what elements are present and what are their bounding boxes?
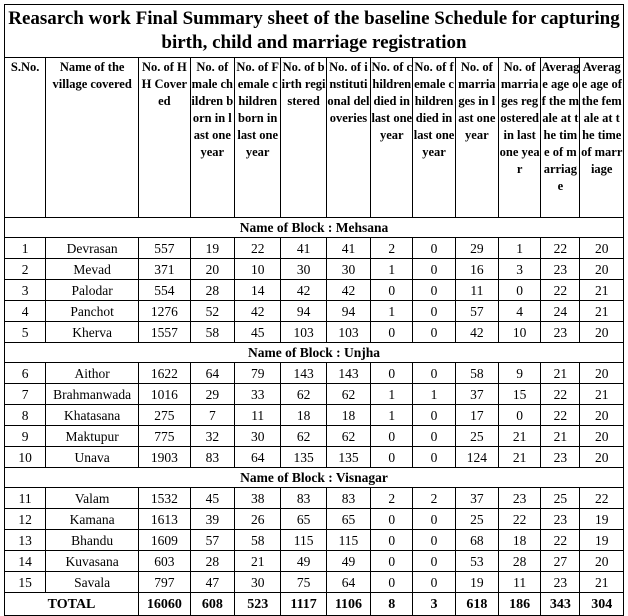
table-cell: 2 — [413, 488, 455, 509]
table-cell: 23 — [541, 322, 580, 343]
table-cell: 8 — [5, 405, 46, 426]
table-cell: 53 — [455, 551, 498, 572]
column-header: No. of institutional deloveries — [326, 58, 370, 218]
table-cell: 23 — [541, 572, 580, 593]
table-cell: 1 — [371, 384, 413, 405]
table-cell: 557 — [139, 238, 191, 259]
table-cell: 58 — [234, 530, 280, 551]
table-cell: 1622 — [139, 363, 191, 384]
table-cell: 0 — [413, 572, 455, 593]
table-cell: 57 — [190, 530, 234, 551]
table-cell: 0 — [371, 447, 413, 468]
table-cell: 0 — [371, 509, 413, 530]
table-cell: 603 — [139, 551, 191, 572]
table-cell: 11 — [5, 488, 46, 509]
total-cell: 16060 — [139, 593, 191, 616]
table-cell: Maktupur — [46, 426, 139, 447]
table-cell: 4 — [5, 301, 46, 322]
table-row — [5, 301, 624, 322]
table-cell: 42 — [455, 322, 498, 343]
table-cell: 2 — [371, 488, 413, 509]
table-cell: 15 — [5, 572, 46, 593]
table-cell: 3 — [5, 280, 46, 301]
block-label: Name of Block : Mehsana — [5, 218, 624, 238]
table-cell: 19 — [455, 572, 498, 593]
table-cell: 115 — [326, 530, 370, 551]
table-cell: 19 — [190, 238, 234, 259]
table-cell: 33 — [234, 384, 280, 405]
total-cell: 523 — [234, 593, 280, 616]
block-header-row — [5, 468, 624, 488]
table-cell: 75 — [281, 572, 326, 593]
table-cell: 11 — [455, 280, 498, 301]
table-row — [5, 405, 624, 426]
table-cell: 554 — [139, 280, 191, 301]
table-cell: 19 — [580, 530, 624, 551]
table-cell: 41 — [326, 238, 370, 259]
table-cell: 20 — [580, 238, 624, 259]
table-cell: 0 — [413, 301, 455, 322]
table-cell: 0 — [413, 447, 455, 468]
table-cell: 1016 — [139, 384, 191, 405]
header-row — [5, 58, 624, 218]
table-cell: 135 — [281, 447, 326, 468]
table-cell: 2 — [371, 238, 413, 259]
table-cell: 0 — [413, 551, 455, 572]
table-cell: 57 — [455, 301, 498, 322]
table-cell: 1613 — [139, 509, 191, 530]
table-cell: 1532 — [139, 488, 191, 509]
table-cell: 28 — [190, 551, 234, 572]
table-cell: Khatasana — [46, 405, 139, 426]
table-cell: 45 — [190, 488, 234, 509]
column-header: No. of female children died in last one year — [413, 58, 455, 218]
table-row — [5, 530, 624, 551]
column-header: No. of HH Covered — [139, 58, 191, 218]
table-cell: 22 — [541, 384, 580, 405]
summary-sheet — [4, 4, 624, 616]
block-header-row — [5, 343, 624, 363]
table-cell: 58 — [190, 322, 234, 343]
table-cell: Kamana — [46, 509, 139, 530]
table-cell: 22 — [541, 530, 580, 551]
table-cell: 65 — [281, 509, 326, 530]
table-cell: 3 — [498, 259, 540, 280]
table-cell: 39 — [190, 509, 234, 530]
table-cell: 23 — [498, 488, 540, 509]
table-cell: Savala — [46, 572, 139, 593]
table-cell: 21 — [541, 426, 580, 447]
table-cell: 1 — [5, 238, 46, 259]
total-cell: 304 — [580, 593, 624, 616]
table-cell: 0 — [413, 405, 455, 426]
column-header: No. of marriages regostered in last one year — [498, 58, 540, 218]
table-cell: 18 — [498, 530, 540, 551]
table-cell: 20 — [580, 363, 624, 384]
table-cell: 18 — [281, 405, 326, 426]
table-cell: 4 — [498, 301, 540, 322]
table-cell: 0 — [413, 530, 455, 551]
table-row — [5, 509, 624, 530]
table-cell: 9 — [498, 363, 540, 384]
table-cell: Mevad — [46, 259, 139, 280]
table-cell: 22 — [541, 405, 580, 426]
table-cell: 775 — [139, 426, 191, 447]
table-cell: 28 — [190, 280, 234, 301]
table-cell: 21 — [580, 384, 624, 405]
table-cell: 1276 — [139, 301, 191, 322]
table-cell: 0 — [371, 363, 413, 384]
column-header: No. of birth registered — [281, 58, 326, 218]
table-cell: 12 — [5, 509, 46, 530]
table-cell: 143 — [326, 363, 370, 384]
table-cell: 94 — [326, 301, 370, 322]
table-cell: 0 — [413, 363, 455, 384]
table-cell: 83 — [281, 488, 326, 509]
table-cell: 2 — [5, 259, 46, 280]
table-cell: 7 — [5, 384, 46, 405]
table-cell: 20 — [580, 405, 624, 426]
table-cell: 0 — [371, 530, 413, 551]
table-cell: 1 — [371, 405, 413, 426]
table-cell: 49 — [326, 551, 370, 572]
table-cell: 0 — [413, 259, 455, 280]
table-cell: 0 — [413, 426, 455, 447]
table-cell: 11 — [498, 572, 540, 593]
table-cell: 0 — [413, 238, 455, 259]
table-cell: 0 — [371, 280, 413, 301]
table-cell: Valam — [46, 488, 139, 509]
table-cell: 42 — [234, 301, 280, 322]
table-cell: 65 — [326, 509, 370, 530]
table-cell: Aithor — [46, 363, 139, 384]
total-cell: 3 — [413, 593, 455, 616]
table-cell: 45 — [234, 322, 280, 343]
table-cell: 0 — [413, 509, 455, 530]
table-cell: 30 — [281, 259, 326, 280]
table-cell: 1 — [413, 384, 455, 405]
column-header: No. of children died in last one year — [371, 58, 413, 218]
table-cell: 30 — [326, 259, 370, 280]
table-cell: 23 — [541, 259, 580, 280]
table-cell: 32 — [190, 426, 234, 447]
summary-table — [4, 4, 624, 616]
table-cell: 21 — [498, 447, 540, 468]
table-cell: Kuvasana — [46, 551, 139, 572]
table-cell: 1 — [498, 238, 540, 259]
column-header: No. of marriages in last one year — [455, 58, 498, 218]
block-label: Name of Block : Visnagar — [5, 468, 624, 488]
table-cell: 23 — [541, 447, 580, 468]
total-cell: 1117 — [281, 593, 326, 616]
table-cell: 64 — [326, 572, 370, 593]
table-cell: 15 — [498, 384, 540, 405]
table-cell: 83 — [326, 488, 370, 509]
table-cell: 21 — [234, 551, 280, 572]
table-cell: 22 — [541, 238, 580, 259]
table-cell: 10 — [498, 322, 540, 343]
table-cell: 20 — [580, 426, 624, 447]
table-row — [5, 280, 624, 301]
table-cell: 275 — [139, 405, 191, 426]
total-cell: 343 — [541, 593, 580, 616]
table-cell: 1 — [371, 259, 413, 280]
table-cell: 30 — [234, 426, 280, 447]
table-cell: 58 — [455, 363, 498, 384]
table-row — [5, 322, 624, 343]
table-cell: 25 — [455, 509, 498, 530]
table-cell: 135 — [326, 447, 370, 468]
table-row — [5, 488, 624, 509]
table-cell: 0 — [413, 280, 455, 301]
total-label: TOTAL — [5, 593, 139, 616]
table-cell: 21 — [541, 363, 580, 384]
block-label: Name of Block : Unjha — [5, 343, 624, 363]
column-header: No. of male children born in last one year — [190, 58, 234, 218]
table-cell: 11 — [234, 405, 280, 426]
table-cell: 21 — [580, 572, 624, 593]
table-cell: Kherva — [46, 322, 139, 343]
table-cell: 13 — [5, 530, 46, 551]
table-cell: 23 — [541, 509, 580, 530]
table-cell: 94 — [281, 301, 326, 322]
table-cell: 20 — [580, 447, 624, 468]
table-cell: 29 — [190, 384, 234, 405]
table-cell: 25 — [455, 426, 498, 447]
table-cell: 9 — [5, 426, 46, 447]
table-cell: 47 — [190, 572, 234, 593]
table-cell: 7 — [190, 405, 234, 426]
table-cell: Panchot — [46, 301, 139, 322]
table-cell: 49 — [281, 551, 326, 572]
table-row — [5, 363, 624, 384]
table-cell: 797 — [139, 572, 191, 593]
table-cell: Brahmanwada — [46, 384, 139, 405]
table-cell: 0 — [371, 551, 413, 572]
table-cell: Devrasan — [46, 238, 139, 259]
table-cell: Palodar — [46, 280, 139, 301]
table-cell: 62 — [281, 426, 326, 447]
table-cell: 26 — [234, 509, 280, 530]
table-cell: 0 — [413, 322, 455, 343]
table-cell: Bhandu — [46, 530, 139, 551]
table-row — [5, 238, 624, 259]
table-cell: 79 — [234, 363, 280, 384]
table-cell: 27 — [541, 551, 580, 572]
table-row — [5, 426, 624, 447]
table-cell: 115 — [281, 530, 326, 551]
table-cell: 20 — [190, 259, 234, 280]
total-cell: 186 — [498, 593, 540, 616]
table-cell: 1903 — [139, 447, 191, 468]
table-cell: 64 — [190, 363, 234, 384]
column-header: S.No. — [5, 58, 46, 218]
table-cell: 22 — [234, 238, 280, 259]
table-row — [5, 572, 624, 593]
table-cell: 20 — [580, 322, 624, 343]
total-cell: 618 — [455, 593, 498, 616]
table-cell: 1 — [371, 301, 413, 322]
total-cell: 8 — [371, 593, 413, 616]
table-cell: 0 — [371, 426, 413, 447]
table-cell: 22 — [541, 280, 580, 301]
table-cell: 21 — [580, 301, 624, 322]
column-header: Average age of the female at the time of marriage — [580, 58, 624, 218]
table-cell: 16 — [455, 259, 498, 280]
table-cell: 20 — [580, 551, 624, 572]
table-cell: 0 — [371, 572, 413, 593]
table-cell: 0 — [371, 322, 413, 343]
sheet-title: Reasarch work Final Summary sheet of the baseline Schedule for capturing birth, child and marriage registration — [5, 5, 624, 58]
table-cell: 64 — [234, 447, 280, 468]
table-cell: 6 — [5, 363, 46, 384]
column-header: No. of Female children born in last one year — [234, 58, 280, 218]
table-cell: 28 — [498, 551, 540, 572]
table-cell: 19 — [580, 509, 624, 530]
table-cell: 22 — [498, 509, 540, 530]
table-row — [5, 447, 624, 468]
table-cell: 68 — [455, 530, 498, 551]
table-cell: 21 — [498, 426, 540, 447]
column-header: Average age of the male at the time of marriage — [541, 58, 580, 218]
table-cell: 103 — [326, 322, 370, 343]
table-cell: 0 — [498, 405, 540, 426]
table-cell: 0 — [498, 280, 540, 301]
table-cell: 62 — [281, 384, 326, 405]
table-cell: 42 — [281, 280, 326, 301]
table-cell: 24 — [541, 301, 580, 322]
table-cell: 52 — [190, 301, 234, 322]
table-cell: 103 — [281, 322, 326, 343]
table-cell: 371 — [139, 259, 191, 280]
table-cell: 14 — [5, 551, 46, 572]
total-cell: 1106 — [326, 593, 370, 616]
table-cell: 10 — [5, 447, 46, 468]
table-cell: 30 — [234, 572, 280, 593]
table-cell: 37 — [455, 384, 498, 405]
table-cell: 83 — [190, 447, 234, 468]
table-row — [5, 551, 624, 572]
table-cell: 124 — [455, 447, 498, 468]
table-cell: 14 — [234, 280, 280, 301]
block-header-row — [5, 218, 624, 238]
table-row — [5, 384, 624, 405]
table-cell: 1557 — [139, 322, 191, 343]
table-cell: 1609 — [139, 530, 191, 551]
table-cell: 143 — [281, 363, 326, 384]
table-cell: 17 — [455, 405, 498, 426]
table-cell: 21 — [580, 280, 624, 301]
table-cell: 22 — [580, 488, 624, 509]
table-cell: 37 — [455, 488, 498, 509]
total-row — [5, 593, 624, 616]
table-cell: 38 — [234, 488, 280, 509]
table-cell: 10 — [234, 259, 280, 280]
table-cell: 41 — [281, 238, 326, 259]
table-row — [5, 259, 624, 280]
total-cell: 608 — [190, 593, 234, 616]
table-cell: 20 — [580, 259, 624, 280]
table-cell: 29 — [455, 238, 498, 259]
table-cell: 25 — [541, 488, 580, 509]
table-cell: 62 — [326, 384, 370, 405]
table-cell: 5 — [5, 322, 46, 343]
table-cell: Unava — [46, 447, 139, 468]
column-header: Name of the village covered — [46, 58, 139, 218]
table-body — [5, 218, 624, 616]
table-cell: 18 — [326, 405, 370, 426]
table-cell: 42 — [326, 280, 370, 301]
table-cell: 62 — [326, 426, 370, 447]
